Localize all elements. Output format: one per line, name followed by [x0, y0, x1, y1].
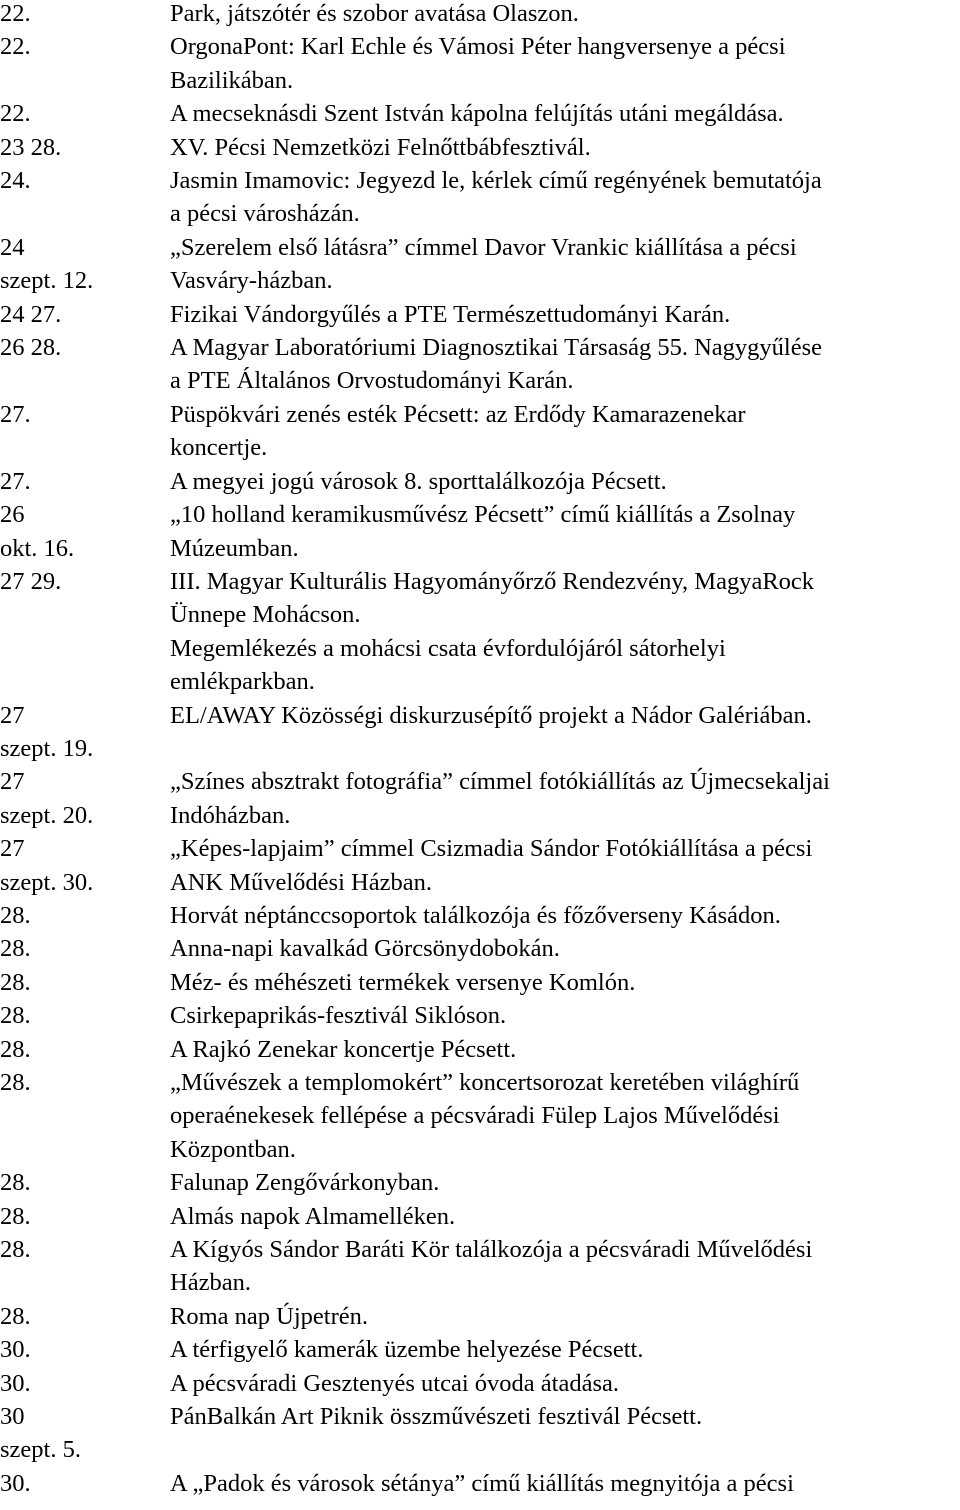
- event-description: A térfigyelő kamerák üzembe helyezése Pécsett.: [170, 1336, 644, 1364]
- event-description: Falunap Zengővárkonyban.: [170, 1169, 440, 1197]
- event-description: Roma nap Újpetrén.: [170, 1302, 368, 1330]
- event-description: A pécsváradi Gesztenyés utcai óvoda átadása.: [170, 1369, 619, 1397]
- event-description: „Művészek a templomokért” koncertsorozat keretében világhírű operaénekesek fellépése a pécsváradi Fülep Lajos Művelődési Központban.: [170, 1069, 800, 1163]
- event-date: 30.: [0, 1369, 31, 1397]
- event-date: 28.: [0, 1236, 31, 1264]
- event-row: [0, 498, 960, 565]
- event-row: [0, 1233, 960, 1300]
- event-description: A mecseknásdi Szent István kápolna felújítás utáni megáldása.: [170, 100, 784, 128]
- event-row: [0, 966, 960, 999]
- event-row: [0, 97, 960, 130]
- event-row: [0, 0, 960, 30]
- event-date: 27 szept. 30.: [0, 835, 94, 896]
- event-description: Püspökvári zenés esték Pécsett: az Erdődy Kamarazenekar koncertje.: [170, 400, 746, 462]
- event-description: Jasmin Imamovic: Jegyezd le, kérlek című regényének bemutatója a pécsi városházán.: [170, 167, 822, 228]
- event-date: 28.: [0, 1035, 31, 1063]
- event-row: [0, 1467, 960, 1500]
- event-date: 22.: [0, 100, 31, 128]
- event-row: [0, 1400, 960, 1467]
- event-row: [0, 1166, 960, 1199]
- event-row: [0, 1033, 960, 1066]
- event-date: 30 szept. 5.: [0, 1403, 81, 1464]
- event-row: [0, 231, 960, 298]
- event-row: [0, 1200, 960, 1233]
- event-description: A „Padok és városok sétánya” című kiállítás megnyitója a pécsi: [170, 1469, 794, 1497]
- event-row: [0, 1066, 960, 1166]
- event-date: 28.: [0, 1202, 31, 1230]
- event-description: A Rajkó Zenekar koncertje Pécsett.: [170, 1035, 517, 1063]
- event-row: [0, 131, 960, 164]
- event-description: Megemlékezés a mohácsi csata évfordulójáról sátorhelyi emlékparkban.: [170, 634, 726, 696]
- event-date: 30.: [0, 1336, 31, 1364]
- event-row: [0, 30, 960, 97]
- event-description: Csirkepaprikás-fesztivál Siklóson.: [170, 1002, 507, 1030]
- event-row: [0, 565, 960, 632]
- event-description: EL/AWAY Közösségi diskurzusépítő projekt a Nádor Galériában.: [170, 701, 812, 729]
- event-date: 28.: [0, 968, 31, 996]
- event-date: 23 28.: [0, 133, 62, 161]
- event-description: XV. Pécsi Nemzetközi Felnőttbábfesztivál.: [170, 133, 591, 161]
- event-date: 22.: [0, 33, 31, 61]
- event-row: [0, 1333, 960, 1366]
- event-date: 28.: [0, 1002, 31, 1030]
- event-row: [0, 632, 960, 699]
- event-description: Almás napok Almamelléken.: [170, 1202, 456, 1230]
- event-date: 27.: [0, 400, 31, 428]
- event-date: 28.: [0, 901, 31, 929]
- event-row: [0, 465, 960, 498]
- event-date: 24.: [0, 167, 31, 195]
- event-date: 24 27.: [0, 300, 62, 328]
- event-description: Park, játszótér és szobor avatása Olaszon.: [170, 0, 579, 27]
- event-description: A Magyar Laboratóriumi Diagnosztikai Társaság 55. Nagygyűlése a PTE Általános Orvostudományi Karán.: [170, 334, 823, 395]
- event-description: „10 holland keramikusművész Pécsett” című kiállítás a Zsolnay Múzeumban.: [170, 501, 796, 562]
- event-row: [0, 1367, 960, 1400]
- event-date: 26 okt. 16.: [0, 501, 75, 562]
- event-row: [0, 699, 960, 766]
- event-date: 27 szept. 20.: [0, 768, 94, 829]
- event-date: 28.: [0, 1302, 31, 1330]
- event-row: [0, 164, 960, 231]
- event-row: [0, 999, 960, 1032]
- event-row: [0, 899, 960, 932]
- event-description: „Képes-lapjaim” címmel Csizmadia Sándor Fotókiállítása a pécsi ANK Művelődési Házban.: [170, 835, 813, 896]
- event-description: OrgonaPont: Karl Echle és Vámosi Péter hangversenye a pécsi Bazilikában.: [170, 33, 786, 94]
- event-date: 26 28.: [0, 334, 62, 362]
- event-description: Fizikai Vándorgyűlés a PTE Természettudományi Karán.: [170, 300, 731, 328]
- event-row: [0, 832, 960, 899]
- event-row: [0, 331, 960, 398]
- event-description: Horvát néptánccsoportok találkozója és főzőverseny Kásádon.: [170, 901, 781, 929]
- event-description: „Színes absztrakt fotográfia” címmel fotókiállítás az Újmecsekaljai Indóházban.: [170, 768, 830, 829]
- event-date: 24 szept. 12.: [0, 233, 94, 295]
- event-row: [0, 298, 960, 331]
- event-date: 27.: [0, 467, 31, 495]
- event-date: 28.: [0, 935, 31, 963]
- event-description: PánBalkán Art Piknik összművészeti fesztivál Pécsett.: [170, 1403, 703, 1431]
- event-date: 22.: [0, 0, 31, 27]
- event-description: „Szerelem első látásra” címmel Davor Vrankic kiállítása a pécsi Vasváry-házban.: [170, 233, 797, 295]
- event-description: Méz- és méhészeti termékek versenye Komlón.: [170, 968, 636, 996]
- event-date: 28.: [0, 1069, 31, 1096]
- event-description: A megyei jogú városok 8. sporttalálkozója Pécsett.: [170, 467, 667, 495]
- event-description: Anna-napi kavalkád Görcsönydobokán.: [170, 935, 560, 963]
- event-date: 30.: [0, 1469, 31, 1497]
- event-row: [0, 932, 960, 965]
- event-date: 28.: [0, 1169, 31, 1197]
- event-date: 27 29.: [0, 567, 62, 595]
- event-row: [0, 765, 960, 832]
- event-row: [0, 398, 960, 465]
- event-date: 27 szept. 19.: [0, 701, 94, 762]
- event-description: A Kígyós Sándor Baráti Kör találkozója a pécsváradi Művelődési Házban.: [170, 1236, 813, 1297]
- event-description: III. Magyar Kulturális Hagyományőrző Rendezvény, MagyaRock Ünnepe Mohácson.: [170, 567, 815, 629]
- event-row: [0, 1300, 960, 1333]
